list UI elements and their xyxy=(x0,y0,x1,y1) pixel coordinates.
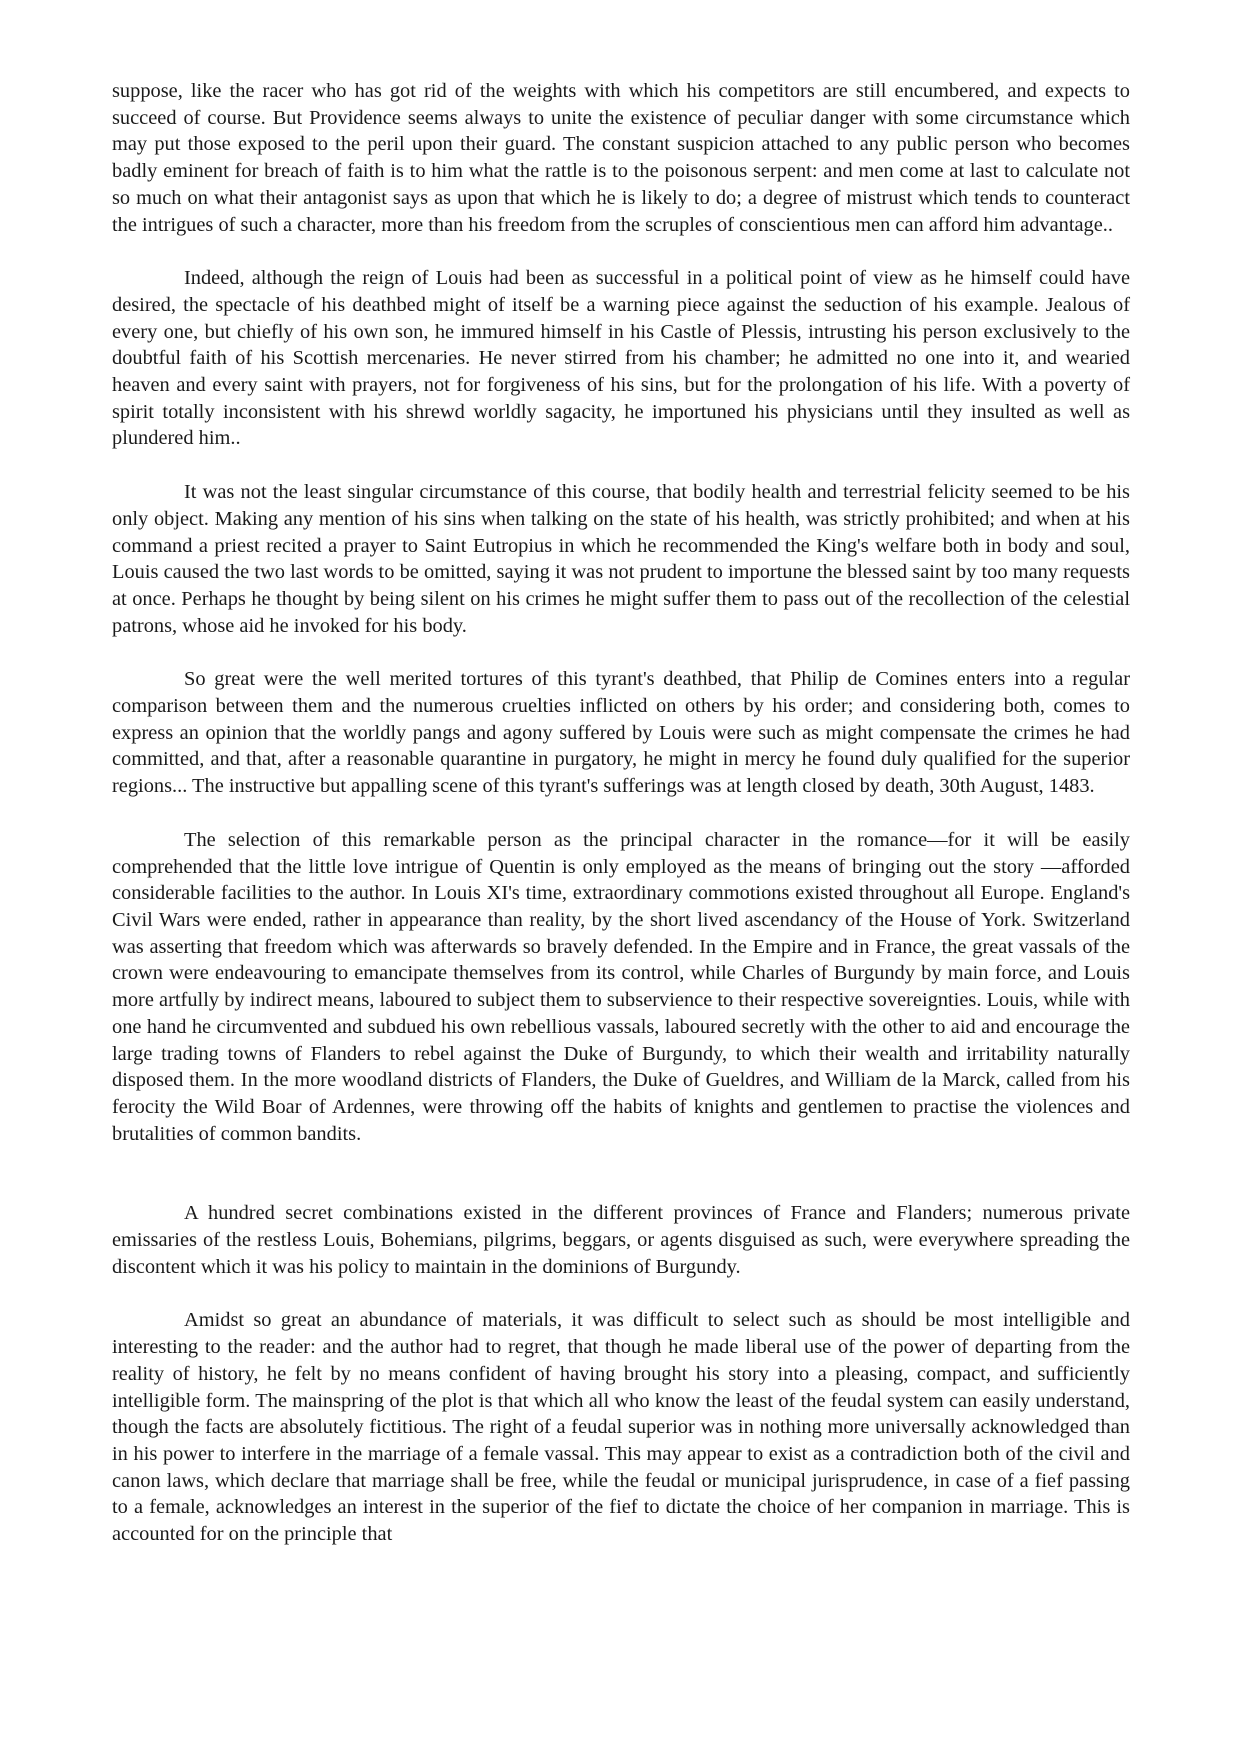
paragraph-7: Amidst so great an abundance of materials, it was difficult to select such as should be most intelligible and interesting to the reader: and the author had to regret, that though he made liberal use of the power of departing from the reality of history, he felt by no means confident of having brought his story into a pleasing, compact, and sufficiently intelligible form. The mainspring of the plot is that which all who know the least of the feudal system can easily understand, though the facts are absolutely fictitious. The right of a feudal superior was in nothing more universally acknowledged than in his power to interfere in the marriage of a female vassal. This may appear to exist as a contradiction both of the civil and canon laws, which declare that marriage shall be free, while the feudal or municipal jurisprudence, in case of a fief passing to a female, acknowledges an interest in the superior of the fief to dictate the choice of her companion in marriage. This is accounted for on the principle that xyxy=(112,1309,1130,1546)
paragraph-1: suppose, like the racer who has got rid of the weights with which his competitors are still encumbered, and expects to succeed of course. But Providence seems always to unite the existence of peculiar danger with some circumstance which may put those exposed to the peril upon their guard. The constant suspicion attached to any public person who becomes badly eminent for breach of faith is to him what the rattle is to the poisonous serpent: and men come at last to calculate not so much on what their antagonist says as upon that which he is likely to do; a degree of mistrust which tends to counteract the intrigues of such a character, more than his freedom from the scruples of conscientious men can afford him advantage.. xyxy=(112,80,1130,236)
document-page xyxy=(112,78,1130,1575)
paragraph-6: A hundred secret combinations existed in the different provinces of France and Flanders; numerous private emissaries of the restless Louis, Bohemians, pilgrims, beggars, or agents disguised as such, were everywhere spreading the discontent which it was his policy to maintain in the dominions of Burgundy. xyxy=(112,1202,1130,1278)
paragraph-5: The selection of this remarkable person as the principal character in the romance—for it will be easily comprehended that the little love intrigue of Quentin is only employed as the means of bringing out the story —afforded considerable facilities to the author. In Louis XI's time, extraordinary commotions existed throughout all Europe. England's Civil Wars were ended, rather in appearance than reality, by the short lived ascendancy of the House of York. Switzerland was asserting that freedom which was afterwards so bravely defended. In the Empire and in France, the great vassals of the crown were endeavouring to emancipate themselves from its control, while Charles of Burgundy by main force, and Louis more artfully by indirect means, laboured to subject them to subservience to their respective sovereignties. Louis, while with one hand he circumvented and subdued his own rebellious vassals, laboured secretly with the other to aid and encourage the large trading towns of Flanders to rebel against the Duke of Burgundy, to which their wealth and irritability naturally disposed them. In the more woodland districts of Flanders, the Duke of Gueldres, and William de la Marck, called from his ferocity the Wild Boar of Ardennes, were throwing off the habits of knights and gentlemen to practise the violences and brutalities of common bandits. xyxy=(112,828,1130,1145)
paragraph-4: So great were the well merited tortures of this tyrant's deathbed, that Philip de Comines enters into a regular comparison between them and the numerous cruelties inflicted on others by his order; and considering both, comes to express an opinion that the worldly pangs and agony suffered by Louis were such as might compensate the crimes he had committed, and that, after a reasonable quarantine in purgatory, he might in mercy he found duly qualified for the superior regions... The instructive but appalling scene of this tyrant's sufferings was at length closed by death, 30th August, 1483. xyxy=(112,668,1130,798)
paragraph-3: It was not the least singular circumstance of this course, that bodily health and terrestrial felicity seemed to be his only object. Making any mention of his sins when talking on the state of his health, was strictly prohibited; and when at his command a priest recited a prayer to Saint Eutropius in which he recommended the King's welfare both in body and soul, Louis caused the two last words to be omitted, saying it was not prudent to importune the blessed saint by too many requests at once. Perhaps he thought by being silent on his crimes he might suffer them to pass out of the recollection of the celestial patrons, whose aid he invoked for his body. xyxy=(112,481,1130,637)
paragraph-2: Indeed, although the reign of Louis had been as successful in a political point of view as he himself could have desired, the spectacle of his deathbed might of itself be a warning piece against the seduction of his example. Jealous of every one, but chiefly of his own son, he immured himself in his Castle of Plessis, intrusting his person exclusively to the doubtful faith of his Scottish mercenaries. He never stirred from his chamber; he admitted no one into it, and wearied heaven and every saint with prayers, not for forgiveness of his sins, but for the prolongation of his life. With a poverty of spirit totally inconsistent with his shrewd worldly sagacity, he importuned his physicians until they insulted as well as plundered him.. xyxy=(112,267,1130,450)
